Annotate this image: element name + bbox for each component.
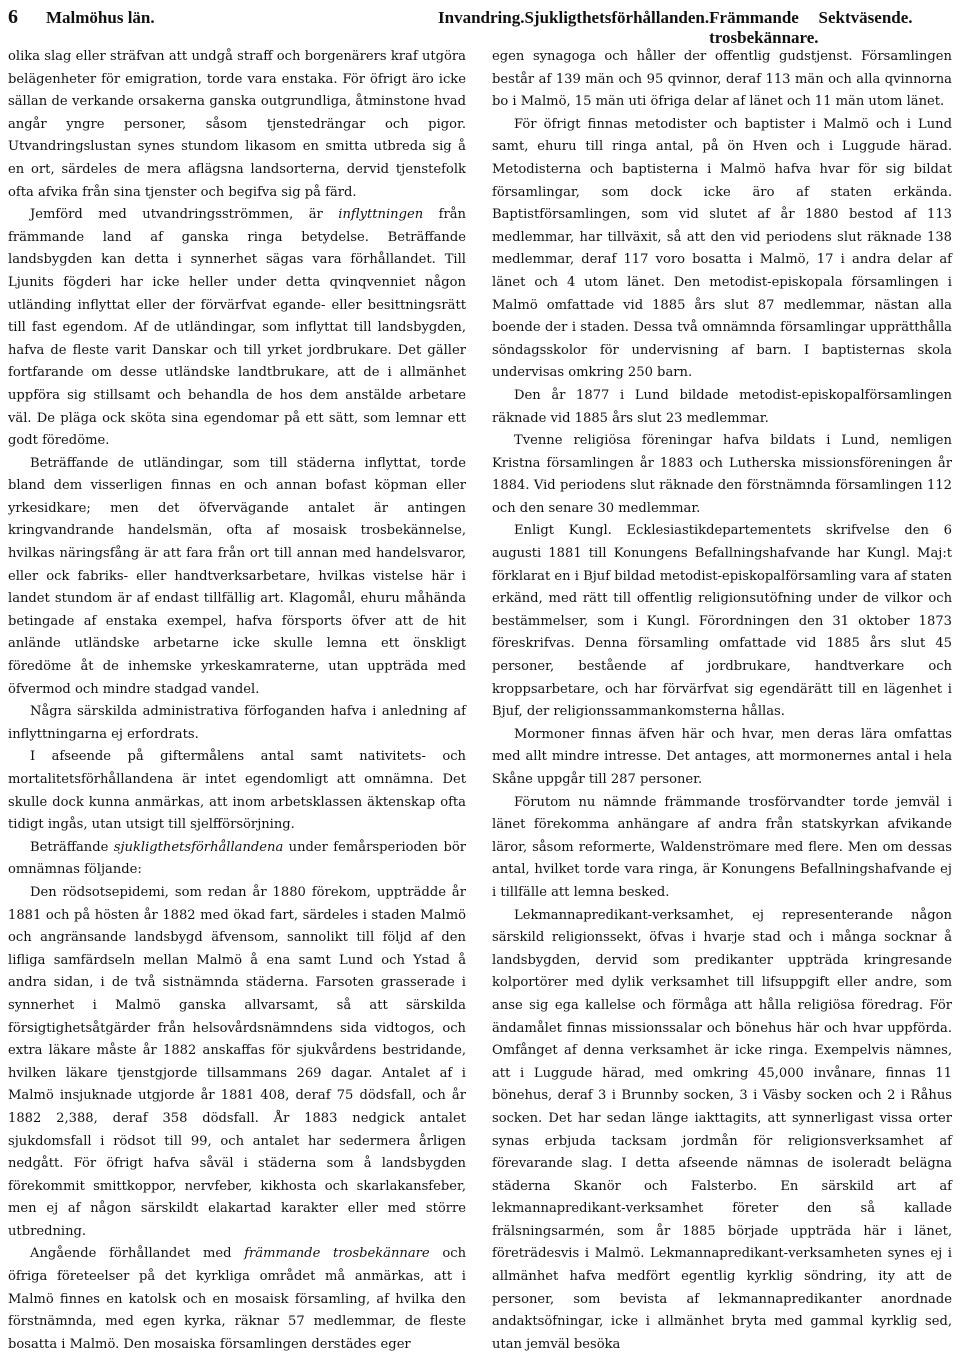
- paragraph: Några särskilda administrativa förfoganden hafva i anledning af inflyttningarna ej erfordrats.: [8, 704, 466, 742]
- paragraph: Tvenne religiösa föreningar hafva bildats i Lund, nemligen Kristna församlingen år 1883 och Lutherska missionsföreningen år 1884. Vid periodens slut räknade den förstnämnda församlingen 112 och den senare 30 medlemmar.: [492, 433, 952, 516]
- header-topics: [438, 8, 913, 48]
- paragraph: [8, 1243, 466, 1356]
- right-column: [492, 46, 952, 1356]
- paragraph: Beträffande de utländingar, som till städerna inflyttat, torde bland dem visserligen finnas en och annan bofast köpman eller yrkesidkare; men det öfvervägande antalet är antingen kringvandrande handelsmän, ofta af mosaisk trosbekännelse, hvilkas näringsfång är att fara från ort till annan med handelsvaror, eller ock fabriks- eller handtverksarbetare, hvilkas vistelse här i landet stundom är af endast tillfällig art. Klagomål, ehuru måhända betingade af enstaka exempel, hafva försports öfver att de hit anlände utländske arbetarne icke skulle lemna ett önskligt föredöme åt de inhemske yrkeskamraterne, utan uppträda med öfvermod och mindre stadgad vandel.: [8, 455, 466, 697]
- paragraph-text: Jemförd med utvandringsströmmen, är: [30, 207, 339, 223]
- italic-term: främmande trosbekännare: [244, 1246, 430, 1262]
- paragraph: Mormoner finnas äfven här och hvar, men deras lära omfattas med allt mindre intresse. Det antages, att mormonernes antal i hela Skåne uppgår till 287 personer.: [492, 726, 952, 787]
- paragraph: [8, 837, 466, 882]
- paragraph: egen synagoga och håller der offentlig gudstjenst. Församlingen består af 139 män och 95 qvinnor, deraf 113 män och alla qvinnorna bo i Malmö, 15 män uti öfriga delar af länet och 11 män utom länet.: [492, 49, 952, 110]
- paragraph: Enligt Kungl. Ecklesiastikdepartementets skrifvelse den 6 augusti 1881 till Konungens Befallningshafvande har Kungl. Maj:t förklarat en i Bjuf bildad metodist-episkopalförsamling vara af staten erkänd, med rätt till offentlig religionsutöfning under de vilkor och bestämmelser, som i Kungl. Förordningen den 31 oktober 1873 föreskrifvas. Denna församling omfattade vid 1885 års slut 45 personer, bestående af jordbrukare, handtverkare och kroppsarbetare, och har förvärfvat sig egendärätt till en lägenhet i Bjuf, der religionssammankomsterna hållas.: [492, 523, 952, 720]
- paragraph: Lekmannapredikant-verksamhet, ej representerande någon särskild religionssekt, öfvas i hvarje stad och i många socknar å landsbygden, dervid som predikanter uppträda kringresande kolportörer med dylik verksamhet till lifsuppgift eller andre, som anse sig ega kallelse och förmåga att hålla religiösa föredrag. För ändamålet finnas missionssalar och bönehus här och hvar uppförda. Omfånget af denna verksamhet är icke ringa. Exempelvis nämnes, att i Luggude härad, med omkring 45,000 invånare, finnas 11 bönehus, deraf 3 i Brunnby socken, 3 i Väsby socken och 2 i Råhus socken. Det har sedan länge iakttagits, att synnerligast vissa orter synas erbjuda tacksam jordmån för religionsverksamhet af förevarande slag. I detta afseende nämnas de isoleradt belägna städerna Skanör och Falsterbo. En särskild art af lekmannapredikant-verksamhet företer den så kallade frälsningsarmén, som år 1885 började uppträda här i länet, företrädesvis i Malmö. Lekmannapredikant-verksamheten synes ej i allmänhet hafva medfört egentlig kyrklig söndring, ity att de personer, som bevista af lekmannapredikanter anordnade andaktsöfningar, icke i allmänhet bryta med gammal kyrklig sed, utan jemväl besöka: [492, 907, 952, 1352]
- header-topic: Främmande trosbekännare.: [709, 8, 819, 47]
- page-number: 6: [8, 6, 18, 28]
- header-topic: Sjukligthetsförhållanden.: [524, 8, 710, 27]
- italic-term: inflyttningen: [338, 207, 424, 223]
- italic-term: sjukligthetsförhållandena: [113, 839, 284, 855]
- paragraph: olika slag eller sträfvan att undgå straff och borgenärers kraf utgöra belägenheter för emigration, torde vara enstaka. För öfrigt äro icke sällan de verkande orsakerna ganska outgrundliga, åtminstone hvad angår yngre personer, såsom tjenstedrängar och pigor. Utvandringslustan synes stundom likasom en smitta utbreda sig å en ort, särdeles de mera aflägsna landsorterna, dervid tjenstefolk ofta afvika från sina tjenster och begifva sig på färd.: [8, 49, 466, 200]
- running-header: [8, 6, 952, 47]
- paragraph: Den år 1877 i Lund bildade metodist-episkopalförsamlingen räknade vid 1885 års slut 23 medlemmar.: [492, 387, 952, 426]
- paragraph: För öfrigt finnas metodister och baptister i Malmö och i Lund samt, ehuru till ringa antal, på ön Hven och i Luggude härad. Metodisterna och baptisterna i Malmö hafva hvar för sig bildat församlingar, som dock icke äro af staten erkända. Baptistförsamlingen, som vid slutet af år 1880 bestod af 113 medlemmar, har tillväxit, så att den vid periodens slut räknade 138 medlemmar, deraf 117 voro bosatta i Malmö, 17 i andra delar af länet och 4 utom länet. Den metodist-episkopala församlingen i Malmö omfattade vid 1885 års slut 87 medlemmar, nästan alla boende der i staden. Dessa två omnämnda församlingar upprätthålla söndagsskolor för undervisning af barn. I baptisternas skola undervisas omkring 250 barn.: [492, 116, 952, 381]
- header-topic: Invandring.: [438, 8, 525, 27]
- paragraph: Den rödsotsepidemi, som redan år 1880 förekom, uppträdde år 1881 och på hösten år 1882 med ökad fart, särdeles i staden Malmö och angränsande landsbygd äfvensom, sannolikt till följd af den lifliga samfärdseln mellan Malmö å ena samt Lund och Ystad å andra sidan, i de två sistnämnda städerna. Farsoten grasserade i synnerhet i Malmö ganska allvarsamt, så att särskilda försigtighetsåtgärder från helsovårdsnämndens sida vidtogos, och extra läkare måste år 1882 anskaffas för sjukvårdens bestridande, hvilken läkare tjenstgjorde tillsammans 269 dagar. Antalet af i Malmö insjuknade utgjorde år 1881 408, deraf 75 dödsfall, och år 1882 2,388, deraf 358 dödsfall. År 1883 nedgick antalet sjukdomsfall i rödsot till 99, och antalet har sedermera årligen nedgått. För öfrigt hafva såväl i städerna som å landsbygden förekommit smittkoppor, nervfeber, kikhosta och skarlakansfeber, men ej af någon särskildt elakartad karakter eller med större utbredning.: [8, 884, 466, 1239]
- paragraph-text: från främmande land af ganska ringa betydelse. Beträffande landsbygden kan detta i synnerhet sägas vara förhållandet. Till Ljunits fögderi har icke heller under detta qvinqvenniet någon utländing inflyttat eller der förvärfvat egande- eller besittningsrätt till fast egendom. Af de utländingar, som inflyttat till landsbygden, hafva de fleste varit Danskar och till yrket jordbrukare. Det gäller fortfarande om desse utländske landtbrukare, att de i allmänhet uppföra sig stillsamt och behandla de hos dem anstälde arbetare väl. De pläga ock sköta sina egendomar på ett sätt, som lemnar ett godt föredöme.: [8, 207, 466, 449]
- paragraph-text: och öfriga företeelser på det kyrkliga området må anmärkas, att i Malmö finnes en katolsk och en mosaisk församling, af hvilka den förstnämnda, med egen kyrka, räknar 57 medlemmar, de fleste bosatta i Malmö. Den mosaiska församlingen derstädes eger: [8, 1246, 466, 1352]
- paragraph: I afseende på giftermålens antal samt nativitets- och mortalitetsförhållandena är intet egendomligt att omnämna. Det skulle dock kunna anmärkas, att inom arbetsklassen äktenskap ofta tidigt ingås, utan utsigt till sjelfförsörjning.: [8, 749, 466, 833]
- left-column: [8, 46, 466, 1356]
- header-topic: Sektväsende.: [818, 8, 913, 27]
- paragraph-text: Beträffande: [30, 839, 114, 855]
- header-county-title: Malmöhus län.: [46, 8, 155, 27]
- paragraph-text: Angående förhållandet med: [30, 1246, 245, 1262]
- paragraph-text: under femårsperioden bör omnämnas följande:: [8, 839, 466, 878]
- paragraph: [8, 204, 466, 453]
- paragraph: Förutom nu nämnde främmande trosförvandter torde jemväl i länet förekomma anhängare af andra från statskyrkan afvikande läror, såsom reformerte, Waldenströmare med flere. Men om dessas antal, hvilket torde vara ringa, är Konungens Befallningshafvande ej i tillfälle att lemna besked.: [492, 794, 952, 900]
